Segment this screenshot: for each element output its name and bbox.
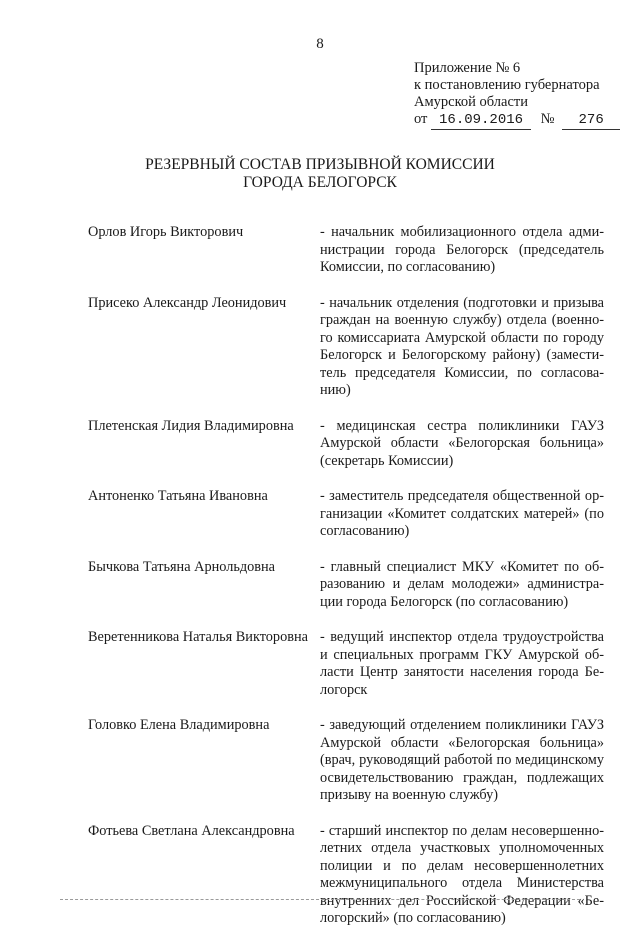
appendix-header (414, 60, 620, 130)
member-row (88, 717, 604, 805)
member-row (88, 295, 604, 400)
member-row (88, 418, 604, 471)
member-row (88, 559, 604, 612)
member-name: Присеко Александр Леонидович (88, 294, 287, 311)
member-name: Плетенская Лидия Владимировна (88, 417, 294, 434)
member-name: Головко Елена Владимировна (88, 717, 270, 733)
member-name: Веретенникова Наталья Викторовна (88, 629, 308, 645)
member-row (88, 488, 604, 541)
appendix-reference: к постановлению губернатора (414, 77, 600, 93)
decree-date: 16.09.2016 (431, 112, 531, 130)
members-list (88, 224, 604, 946)
member-role: - заведующий отделением поликлиники ГАУЗ Амурской области «Белогорская больница» (врач, руководящий работой по медицинскому освидетельствованию граждан, подлежащих призыву на военную службу) (320, 717, 604, 803)
member-row (88, 823, 604, 928)
page-number: 8 (316, 36, 324, 52)
member-role: - старший инспектор по делам несовершеннолетних отдела участковых уполномоченных полиции и по делам несовершеннолетних межмуниципального отдела Министерства внутренних дел Российской Федерации «Белогорский» (по согласованию) (320, 822, 604, 926)
member-name: Орлов Игорь Викторович (88, 224, 244, 240)
member-row (88, 224, 604, 277)
decree-number: 276 (562, 112, 620, 130)
from-label: от (414, 111, 428, 127)
member-role: - начальник отделения (подготовки и призыва граждан на военную службу) отдела (военного комиссариата Амурской области по городу Белогорск и Белогорскому району) (заместитель председателя Комиссии, по согласованию) (320, 294, 604, 398)
member-role: - начальник мобилизационного отдела администрации города Белогорск (председатель Комиссии, по согласованию) (320, 224, 604, 275)
title-line-1: РЕЗЕРВНЫЙ СОСТАВ ПРИЗЫВНОЙ КОМИССИИ (145, 156, 495, 173)
appendix-title: Приложение № 6 (414, 60, 521, 76)
appendix-date-line (414, 111, 620, 130)
scan-edge-divider (60, 899, 580, 900)
member-role: - медицинская сестра поликлиники ГАУЗ Амурской области «Белогорская больница» (секретарь Комиссии) (320, 417, 604, 469)
number-label: № (540, 111, 555, 127)
member-name: Фотьева Светлана Александровна (88, 822, 295, 839)
member-role: - ведущий инспектор отдела трудоустройства и специальных программ ГКУ Амурской области Центр занятости населения города Белогорск (320, 629, 604, 698)
document-title (0, 156, 640, 192)
member-name: Антоненко Татьяна Ивановна (88, 488, 268, 504)
member-role: - заместитель председателя общественной организации «Комитет солдатских матерей» (по согласованию) (320, 488, 604, 539)
title-line-2: ГОРОДА БЕЛОГОРСК (243, 174, 397, 191)
member-role: - главный специалист МКУ «Комитет по образованию и делам молодежи» администрации города Белогорск (по согласованию) (320, 558, 604, 610)
member-row (88, 629, 604, 699)
appendix-region: Амурской области (414, 94, 528, 110)
member-name: Бычкова Татьяна Арнольдовна (88, 558, 276, 575)
